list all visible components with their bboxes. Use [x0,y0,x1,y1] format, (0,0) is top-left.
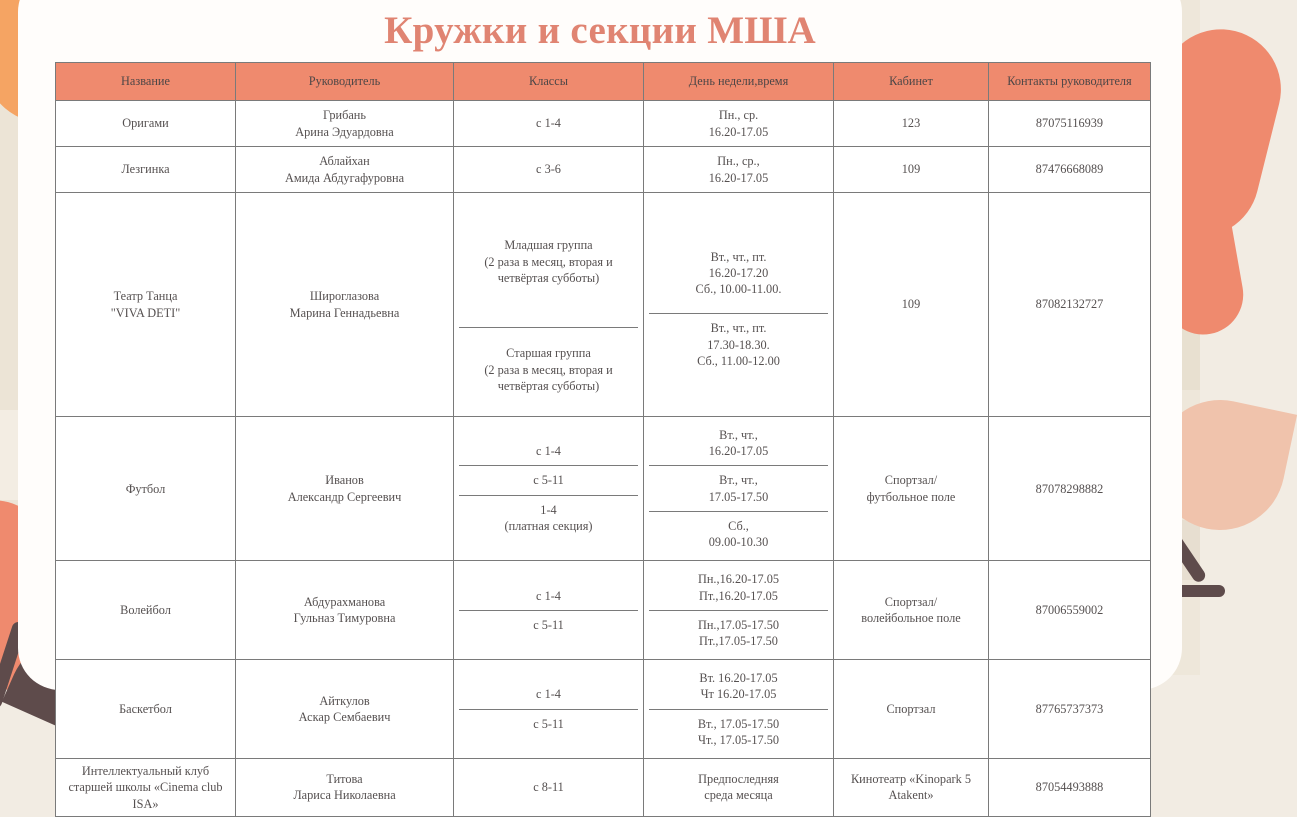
grades-subrow [459,582,638,611]
table-header-row [56,63,1151,101]
column-header-schedule: День недели,время [644,63,834,101]
schedule-line: 16.20-17.20 [708,266,769,281]
leader-line: Айткулов [319,693,370,708]
grades-subtable [459,437,638,540]
column-header-leader: Руководитель [236,63,454,101]
leader-line: Гульназ Тимуровна [293,611,396,626]
room-line: Atakent» [888,788,934,803]
room-line: 109 [901,297,921,312]
cell-grades [454,759,644,817]
schedule-line: среда месяца [704,788,773,803]
cell-name [56,561,236,660]
grades-subrow [459,610,638,639]
grades-line: с 1-4 [536,116,561,131]
schedule-line: 09.00-10.30 [708,535,769,550]
cell-leader [236,660,454,759]
cell-grades-part [459,495,638,540]
cell-schedule [644,193,834,417]
column-header-name: Название [56,63,236,101]
leader-line: Арина Эдуардовна [295,124,394,139]
cell-leader [236,417,454,561]
column-header-room: Кабинет [834,63,989,101]
cell-schedule-part [649,234,828,314]
table-row [56,660,1151,759]
grades-subrow [459,680,638,709]
schedule-line: Чт 16.20-17.05 [700,687,777,702]
cell-grades-part [459,582,638,611]
schedule-line: Пт.,16.20-17.05 [699,588,778,603]
schedule-subrow [649,466,828,511]
contact-line: 87765737373 [1035,702,1104,717]
grades-subrow [459,197,638,327]
cell-schedule [644,417,834,561]
cell-schedule-part [649,565,828,610]
grades-line: с 5-11 [533,617,564,632]
cell-room [834,759,989,817]
name-line: старшей школы «Cinema club [68,780,223,795]
cell-grades [454,147,644,193]
cell-grades [454,417,644,561]
grades-line: Младшая группа [504,238,593,253]
schedule-line: Вт., чт., [719,473,758,488]
grades-subrow [459,709,638,738]
cell-grades-part [459,197,638,327]
grades-line: четвёртая субботы) [497,378,600,393]
cell-contact [989,147,1151,193]
schedule-line: Пн., ср., [717,154,760,169]
schedule-subtable [649,664,828,754]
name-line: Футбол [125,481,166,496]
grades-subrow [459,495,638,540]
grades-line: с 1-4 [536,588,561,603]
grades-line: с 1-4 [536,687,561,702]
schedule-line: Вт., 17.05-17.50 [697,716,780,731]
name-line: Баскетбол [119,702,172,717]
name-line: Театр Танца [113,289,178,304]
cell-contact [989,193,1151,417]
cell-room [834,101,989,147]
room-line: 109 [901,162,921,177]
schedule-line: Предпоследняя [698,772,779,787]
cell-schedule-part [649,709,828,754]
cell-room [834,147,989,193]
contact-line: 87078298882 [1035,481,1104,496]
table-row [56,759,1151,817]
schedule-table-wrapper [55,62,1150,817]
room-line: Кинотеатр «Kinopark 5 [850,772,972,787]
leader-line: Аскар Сембаевич [298,710,391,725]
cell-schedule [644,101,834,147]
name-line: Интеллектуальный клуб [81,764,210,779]
leader-line: Абдурахманова [303,595,386,610]
room-line: волейбольное поле [861,611,961,626]
cell-name [56,147,236,193]
schedule-line: Сб., 10.00-11.00. [695,282,782,297]
grades-line: с 1-4 [536,444,561,459]
schedule-subtable [649,234,828,376]
cell-schedule-part [649,421,828,466]
schedule-line: Вт., чт., пт. [710,249,767,264]
cell-name [56,759,236,817]
schedule-line: Сб., [728,518,749,533]
room-line: футбольное поле [866,489,956,504]
grades-line: (2 раза в месяц, вторая и [484,254,613,269]
schedule-line: 17.30-18.30. [707,337,770,352]
cell-grades [454,101,644,147]
schedule-line: Пн.,17.05-17.50 [697,617,780,632]
schedule-subrow [649,610,828,655]
schedule-line: 16.20-17.05 [708,170,769,185]
schedule-line: 16.20-17.05 [708,444,769,459]
grades-subtable [459,197,638,412]
cell-leader [236,193,454,417]
schedule-line: Пн., ср. [718,108,759,123]
leader-line: Марина Геннадьевна [289,305,400,320]
cell-contact [989,561,1151,660]
cell-schedule-part [649,664,828,709]
grades-line: четвёртая субботы) [497,270,600,285]
schedule-line: Сб., 11.00-12.00 [697,353,780,368]
cell-grades-part [459,680,638,709]
schedule-subrow [649,565,828,610]
schedule-subrow [649,234,828,314]
cell-leader [236,147,454,193]
cell-contact [989,101,1151,147]
schedule-subrow [649,664,828,709]
grades-subrow [459,327,638,412]
schedule-subrow [649,421,828,466]
cell-leader [236,101,454,147]
cell-room [834,660,989,759]
column-header-grades: Классы [454,63,644,101]
contact-line: 87476668089 [1035,162,1104,177]
cell-schedule [644,561,834,660]
grades-line: с 3-6 [536,162,561,177]
contact-line: 87075116939 [1035,116,1104,131]
cell-schedule-part [649,511,828,556]
cell-room [834,561,989,660]
leader-line: Титова [326,772,363,787]
cell-name [56,193,236,417]
cell-room [834,417,989,561]
cell-leader [236,561,454,660]
room-line: Спортзал [886,702,936,717]
cell-grades [454,660,644,759]
table-row [56,147,1151,193]
schedule-line: Пт.,17.05-17.50 [699,633,778,648]
page-title: Кружки и секции МША [384,9,816,52]
cell-contact [989,417,1151,561]
cell-contact [989,759,1151,817]
leader-line: Иванов [325,473,364,488]
schedule-subrow [649,314,828,376]
cell-grades-part [459,709,638,738]
grades-line: с 5-11 [533,473,564,488]
room-line: Спортзал/ [884,595,938,610]
cell-name [56,660,236,759]
name-line: Лезгинка [121,162,170,177]
contact-line: 87054493888 [1035,780,1104,795]
cell-name [56,101,236,147]
table-row [56,417,1151,561]
schedule-line: Вт., чт., пт. [710,321,767,336]
table-body [56,101,1151,817]
name-line: Оригами [122,116,169,131]
cell-schedule-part [649,314,828,376]
schedule-subrow [649,709,828,754]
schedule-line: 17.05-17.50 [708,489,769,504]
leader-line: Амида Абдугафуровна [284,170,405,185]
cell-grades-part [459,466,638,495]
grades-subtable [459,582,638,639]
leader-line: Широглазова [309,289,380,304]
leader-line: Александр Сергеевич [287,489,402,504]
name-line: Волейбол [120,603,171,618]
grades-line: с 5-11 [533,716,564,731]
contact-line: 87082132727 [1035,297,1104,312]
schedule-subtable [649,421,828,556]
cell-grades-part [459,437,638,466]
contact-line: 87006559002 [1035,603,1104,618]
cell-grades-part [459,610,638,639]
schedule-line: Вт. 16.20-17.05 [699,671,778,686]
schedule-subtable [649,565,828,655]
table-row [56,193,1151,417]
column-header-contact: Контакты руководителя [989,63,1151,101]
schedule-line: Пн.,16.20-17.05 [697,572,780,587]
grades-subtable [459,680,638,737]
table-row [56,101,1151,147]
grades-line: с 8-11 [533,780,564,795]
cell-schedule [644,759,834,817]
cell-schedule [644,660,834,759]
room-line: 123 [901,116,921,131]
name-line: "VIVA DETI" [110,305,181,320]
grades-line: 1-4 [540,502,557,517]
cell-grades [454,193,644,417]
cell-leader [236,759,454,817]
schedule-subrow [649,511,828,556]
grades-line: (2 раза в месяц, вторая и [484,362,613,377]
cell-name [56,417,236,561]
name-line: ISA» [132,796,159,811]
grades-line: Старшая группа [506,346,591,361]
cell-grades-part [459,327,638,412]
grades-subrow [459,437,638,466]
cell-room [834,193,989,417]
schedule-line: Вт., чт., [719,428,758,442]
schedule-line: 16.20-17.05 [708,124,769,139]
leader-line: Лариса Николаевна [293,788,396,803]
grades-line: (платная секция) [504,518,593,533]
room-line: Спортзал/ [884,473,938,488]
schedule-table [55,62,1151,817]
cell-grades [454,561,644,660]
cell-contact [989,660,1151,759]
leader-line: Аблайхан [319,154,370,169]
grades-subrow [459,466,638,495]
cell-schedule-part [649,466,828,511]
schedule-line: Чт., 17.05-17.50 [697,732,780,747]
cell-schedule [644,147,834,193]
cell-schedule-part [649,610,828,655]
leader-line: Грибань [323,108,366,123]
table-row [56,561,1151,660]
